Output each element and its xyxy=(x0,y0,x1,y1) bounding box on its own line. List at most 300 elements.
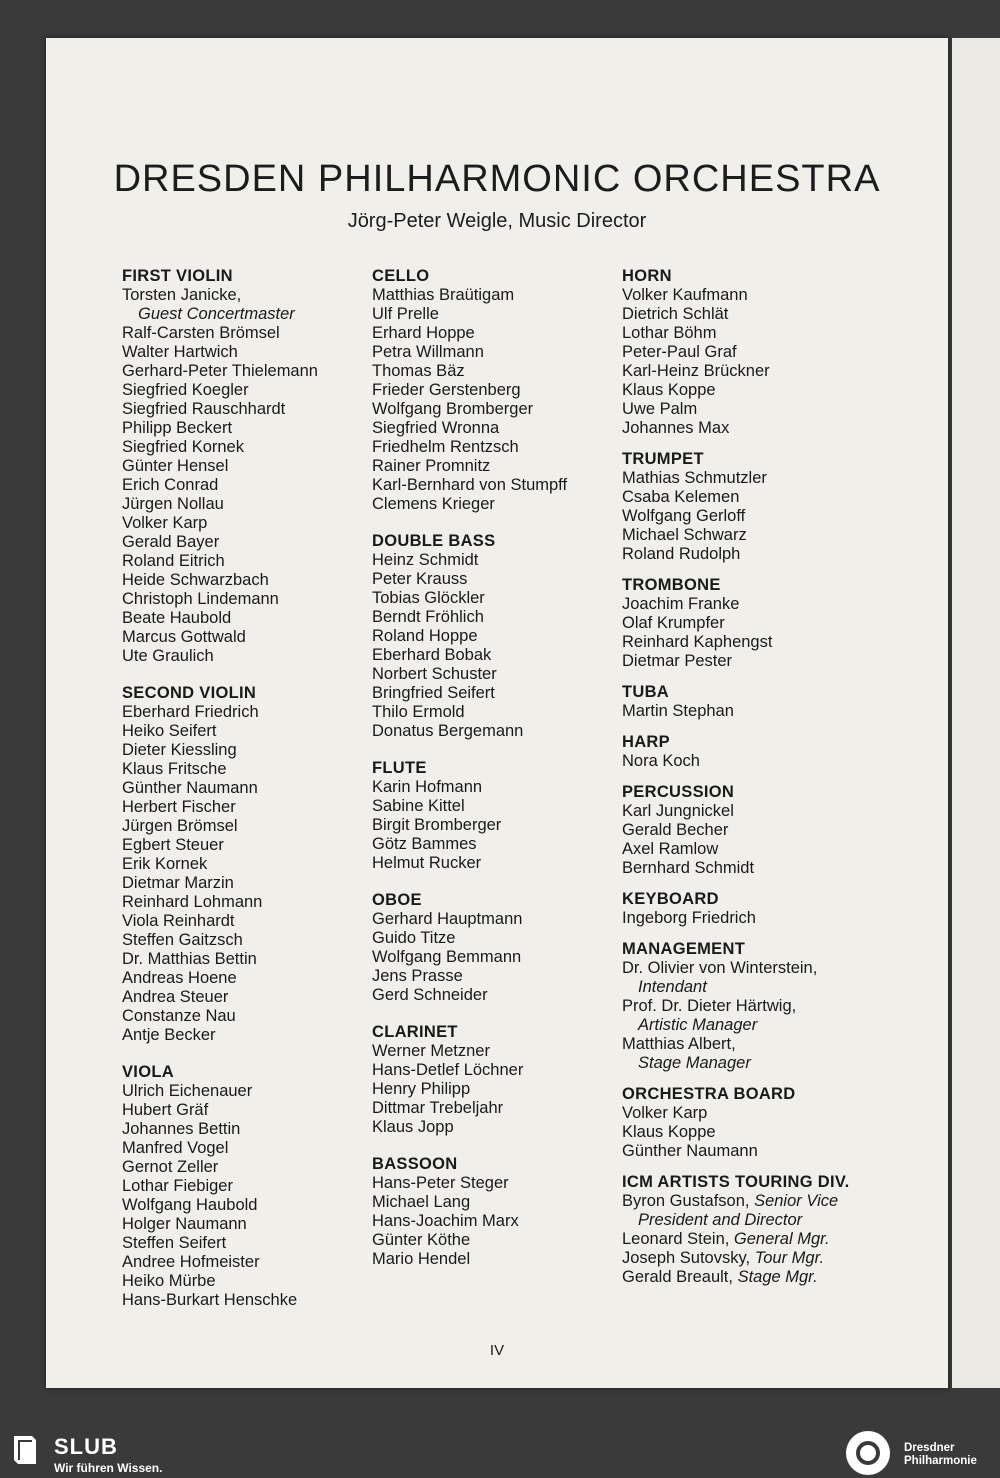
member-text: Csaba Kelemen xyxy=(622,488,740,506)
member-name xyxy=(122,874,372,893)
section-heading: BASSOON xyxy=(372,1155,458,1173)
section-heading: TUBA xyxy=(622,683,670,701)
member-name xyxy=(122,571,372,590)
member-name xyxy=(372,722,622,741)
section-heading: SECOND VIOLIN xyxy=(122,684,257,702)
partner-name-line-1: Dresdner xyxy=(904,1442,955,1454)
member-name xyxy=(122,817,372,836)
member-name xyxy=(122,1120,372,1139)
member-text: Heiko Seifert xyxy=(122,722,217,740)
page-subtitle: Jörg-Peter Weigle, Music Director xyxy=(347,210,647,232)
member-name xyxy=(372,476,622,495)
member-name xyxy=(122,628,372,647)
member-text: Egbert Steuer xyxy=(122,836,224,854)
member-text: Viola Reinhardt xyxy=(122,912,235,930)
member-text: Götz Bammes xyxy=(372,835,477,853)
section-heading: OBOE xyxy=(372,891,422,909)
section-heading: VIOLA xyxy=(122,1063,174,1081)
member-name xyxy=(372,797,622,816)
member-text: Manfred Vogel xyxy=(122,1139,229,1157)
member-text: Gerald Bayer xyxy=(122,533,220,551)
roster-column-1 xyxy=(122,267,372,1310)
member-name xyxy=(372,986,622,1005)
section-heading: CELLO xyxy=(372,267,430,285)
member-name xyxy=(122,779,372,798)
member-name xyxy=(622,840,922,859)
member-name xyxy=(622,1142,922,1161)
member-name xyxy=(622,1230,922,1249)
member-name xyxy=(122,703,372,722)
member-text: Dr. Olivier von Winterstein, xyxy=(622,959,818,977)
member-text: Hans-Peter Steger xyxy=(372,1174,509,1192)
roster-section xyxy=(622,576,922,671)
member-text: Ralf-Carsten Brömsel xyxy=(122,324,280,342)
member-name xyxy=(122,381,372,400)
member-text: Roland Hoppe xyxy=(372,627,478,645)
member-name xyxy=(622,595,922,614)
member-text: Norbert Schuster xyxy=(372,665,497,683)
member-text: Matthias Albert, xyxy=(622,1035,736,1053)
member-text: Peter-Paul Graf xyxy=(622,343,737,361)
member-text: Ulrich Eichenauer xyxy=(122,1082,253,1100)
member-text: Roland Eitrich xyxy=(122,552,225,570)
member-name xyxy=(122,1026,372,1045)
member-name xyxy=(122,760,372,779)
member-text: Dietmar Marzin xyxy=(122,874,234,892)
member-text: Siegfried Wronna xyxy=(372,419,500,437)
member-name xyxy=(122,1272,372,1291)
member-text: Heide Schwarzbach xyxy=(122,571,269,589)
member-name xyxy=(622,997,922,1016)
member-text: Philipp Beckert xyxy=(122,419,233,437)
member-name xyxy=(622,802,922,821)
member-name xyxy=(622,1249,922,1268)
member-text: Gerald Becher xyxy=(622,821,729,839)
member-name xyxy=(122,609,372,628)
member-name xyxy=(122,741,372,760)
member-name xyxy=(122,836,372,855)
member-text: Karl Jungnickel xyxy=(622,802,734,820)
member-name xyxy=(122,647,372,666)
member-name xyxy=(372,967,622,986)
member-text: Constanze Nau xyxy=(122,1007,236,1025)
member-text: Steffen Seifert xyxy=(122,1234,227,1252)
member-text: Frieder Gerstenberg xyxy=(372,381,521,399)
member-name xyxy=(372,495,622,514)
member-text: Gerhard-Peter Thielemann xyxy=(122,362,318,380)
member-text: Christoph Lindemann xyxy=(122,590,279,608)
member-name xyxy=(372,1193,622,1212)
member-text: Lothar Böhm xyxy=(622,324,717,342)
member-text: Nora Koch xyxy=(622,752,700,770)
member-name xyxy=(372,703,622,722)
member-name xyxy=(622,381,922,400)
member-name xyxy=(372,646,622,665)
member-name xyxy=(122,893,372,912)
member-name xyxy=(122,419,372,438)
member-name xyxy=(372,1174,622,1193)
member-name xyxy=(122,286,372,305)
member-name xyxy=(372,854,622,873)
member-name xyxy=(372,608,622,627)
member-name xyxy=(122,1196,372,1215)
member-name xyxy=(122,1234,372,1253)
member-name xyxy=(372,929,622,948)
member-text: Steffen Gaitzsch xyxy=(122,931,243,949)
member-text: Holger Naumann xyxy=(122,1215,247,1233)
member-text: Birgit Bromberger xyxy=(372,816,502,834)
section-heading: FIRST VIOLIN xyxy=(122,267,233,285)
member-name xyxy=(372,1061,622,1080)
member-name xyxy=(122,457,372,476)
member-text: Michael Schwarz xyxy=(622,526,747,544)
member-name xyxy=(122,1291,372,1310)
member-name xyxy=(372,684,622,703)
slub-name[interactable]: SLUB xyxy=(54,1434,118,1459)
member-name xyxy=(372,570,622,589)
member-name xyxy=(372,835,622,854)
member-text: Klaus Koppe xyxy=(622,1123,716,1141)
member-name xyxy=(622,1035,922,1054)
member-text: Ulf Prelle xyxy=(372,305,439,323)
member-text: Jürgen Nollau xyxy=(122,495,224,513)
member-name xyxy=(622,545,922,564)
member-text: Erhard Hoppe xyxy=(372,324,475,342)
member-text: Stage Manager xyxy=(638,1054,751,1072)
member-name xyxy=(622,286,922,305)
member-role xyxy=(622,978,922,997)
member-name xyxy=(372,665,622,684)
member-name xyxy=(622,305,922,324)
member-text: Günther Naumann xyxy=(622,1142,758,1160)
member-text: Beate Haubold xyxy=(122,609,232,627)
member-name xyxy=(122,533,372,552)
member-title: General Mgr. xyxy=(733,1230,830,1248)
member-text: Rainer Promnitz xyxy=(372,457,491,475)
member-text: Volker Kaufmann xyxy=(622,286,748,304)
member-name xyxy=(122,1139,372,1158)
member-text: Wolfgang Haubold xyxy=(122,1196,258,1214)
member-role xyxy=(122,305,372,324)
member-text: Karl-Bernhard von Stumpff xyxy=(372,476,568,494)
member-text: Klaus Koppe xyxy=(622,381,716,399)
member-name xyxy=(372,438,622,457)
member-name xyxy=(622,488,922,507)
member-text: Andrea Steuer xyxy=(122,988,229,1006)
member-name xyxy=(622,324,922,343)
roster-section xyxy=(372,1155,622,1269)
member-name xyxy=(372,457,622,476)
member-text: Joseph Sutovsky, xyxy=(622,1249,755,1267)
member-text: President and Director xyxy=(638,1211,803,1229)
section-heading: HORN xyxy=(622,267,672,285)
member-name xyxy=(622,526,922,545)
member-text: Wolfgang Bromberger xyxy=(372,400,534,418)
member-text: Torsten Janicke, xyxy=(122,286,242,304)
member-text: Volker Karp xyxy=(122,514,208,532)
member-text: Dietmar Pester xyxy=(622,652,733,670)
member-text: Klaus Jopp xyxy=(372,1118,454,1136)
member-text: Gernot Zeller xyxy=(122,1158,219,1176)
member-text: Werner Metzner xyxy=(372,1042,490,1060)
member-name xyxy=(122,362,372,381)
member-name xyxy=(622,1123,922,1142)
member-name xyxy=(122,969,372,988)
member-name xyxy=(372,362,622,381)
member-name xyxy=(372,627,622,646)
member-text: Johannes Bettin xyxy=(122,1120,241,1138)
member-name xyxy=(372,286,622,305)
member-text: Bringfried Seifert xyxy=(372,684,495,702)
member-name xyxy=(372,343,622,362)
member-name xyxy=(372,1212,622,1231)
member-title: Senior Vice xyxy=(754,1192,839,1210)
slub-logo-icon[interactable] xyxy=(10,1432,40,1468)
member-text: Hans-Joachim Marx xyxy=(372,1212,519,1230)
member-name xyxy=(372,1042,622,1061)
roster-section xyxy=(372,759,622,873)
member-name xyxy=(122,495,372,514)
page-title: DRESDEN PHILHARMONIC ORCHESTRA xyxy=(113,158,881,200)
roster-section xyxy=(622,683,922,721)
member-text: Dieter Kiessling xyxy=(122,741,237,759)
section-heading: ICM ARTISTS TOURING DIV. xyxy=(622,1173,850,1191)
member-text: Heiko Mürbe xyxy=(122,1272,216,1290)
member-text: Martin Stephan xyxy=(622,702,734,720)
member-text: Volker Karp xyxy=(622,1104,708,1122)
member-name xyxy=(372,589,622,608)
member-text: Helmut Rucker xyxy=(372,854,482,872)
member-role xyxy=(622,1211,922,1230)
member-text: Reinhard Lohmann xyxy=(122,893,263,911)
member-name xyxy=(122,1177,372,1196)
member-name xyxy=(622,821,922,840)
member-name xyxy=(372,400,622,419)
member-name xyxy=(372,948,622,967)
dresdner-philharmonie-wordmark xyxy=(904,1442,977,1468)
member-text: Siegfried Rauschhardt xyxy=(122,400,286,418)
roster-section xyxy=(622,1173,922,1287)
member-name xyxy=(122,590,372,609)
member-name xyxy=(122,438,372,457)
member-text: Tobias Glöckler xyxy=(372,589,485,607)
roster-section xyxy=(372,532,622,741)
member-text: Andree Hofmeister xyxy=(122,1253,260,1271)
member-name xyxy=(372,1118,622,1137)
member-name xyxy=(122,476,372,495)
member-text: Berndt Fröhlich xyxy=(372,608,484,626)
member-text: Byron Gustafson, xyxy=(622,1192,755,1210)
member-text: Friedhelm Rentzsch xyxy=(372,438,519,456)
member-text: Matthias Braütigam xyxy=(372,286,515,304)
member-role xyxy=(622,1054,922,1073)
member-text: Günter Köthe xyxy=(372,1231,471,1249)
member-name xyxy=(372,910,622,929)
member-text: Erich Conrad xyxy=(122,476,219,494)
section-heading: HARP xyxy=(622,733,670,751)
member-name xyxy=(372,305,622,324)
member-name xyxy=(122,1158,372,1177)
member-text: Uwe Palm xyxy=(622,400,698,418)
roster-section xyxy=(122,267,372,666)
member-text: Hubert Gräf xyxy=(122,1101,209,1119)
roster-section xyxy=(372,267,622,514)
member-name xyxy=(622,909,922,928)
member-name xyxy=(622,1268,922,1287)
program-page xyxy=(46,38,948,1388)
member-text: Prof. Dr. Dieter Härtwig, xyxy=(622,997,797,1015)
section-heading: DOUBLE BASS xyxy=(372,532,496,550)
member-text: Wolfgang Bemmann xyxy=(372,948,522,966)
member-name xyxy=(372,551,622,570)
partner-name-line-2: Philharmonie xyxy=(904,1455,977,1467)
section-heading: TROMBONE xyxy=(622,576,721,594)
member-name xyxy=(122,988,372,1007)
member-text: Hans-Detlef Löchner xyxy=(372,1061,524,1079)
member-name xyxy=(122,722,372,741)
member-name xyxy=(372,324,622,343)
member-name xyxy=(622,752,922,771)
section-heading: ORCHESTRA BOARD xyxy=(622,1085,796,1103)
member-text: Eberhard Bobak xyxy=(372,646,492,664)
member-name xyxy=(122,343,372,362)
member-text: Gerald Breault, xyxy=(622,1268,738,1286)
member-text: Günter Hensel xyxy=(122,457,229,475)
member-text: Ingeborg Friedrich xyxy=(622,909,756,927)
section-heading: FLUTE xyxy=(372,759,427,777)
member-text: Roland Rudolph xyxy=(622,545,741,563)
member-name xyxy=(622,652,922,671)
member-text: Gerhard Hauptmann xyxy=(372,910,523,928)
member-name xyxy=(122,1082,372,1101)
member-text: Klaus Fritsche xyxy=(122,760,227,778)
member-name xyxy=(372,1099,622,1118)
member-name xyxy=(622,469,922,488)
member-name xyxy=(622,400,922,419)
member-text: Walter Hartwich xyxy=(122,343,238,361)
slub-tagline: Wir führen Wissen. xyxy=(54,1461,163,1475)
member-text: Clemens Krieger xyxy=(372,495,495,513)
member-text: Ute Graulich xyxy=(122,647,214,665)
member-name xyxy=(622,507,922,526)
member-text: Eberhard Friedrich xyxy=(122,703,259,721)
roster-section xyxy=(622,890,922,928)
member-text: Joachim Franke xyxy=(622,595,740,613)
member-name xyxy=(622,1192,922,1211)
member-name xyxy=(622,343,922,362)
member-name xyxy=(372,816,622,835)
roster-section xyxy=(622,733,922,771)
member-text: Artistic Manager xyxy=(638,1016,758,1034)
member-name xyxy=(622,614,922,633)
member-text: Wolfgang Gerloff xyxy=(622,507,746,525)
member-text: Jens Prasse xyxy=(372,967,463,985)
section-heading: TRUMPET xyxy=(622,450,704,468)
member-text: Dittmar Trebeljahr xyxy=(372,1099,504,1117)
member-name xyxy=(372,381,622,400)
member-text: Andreas Hoene xyxy=(122,969,237,987)
member-name xyxy=(372,1080,622,1099)
member-name xyxy=(622,1104,922,1123)
member-name xyxy=(122,400,372,419)
member-text: Intendant xyxy=(638,978,707,996)
member-text: Erik Kornek xyxy=(122,855,208,873)
member-name xyxy=(122,514,372,533)
member-text: Thomas Bäz xyxy=(372,362,465,380)
member-name xyxy=(122,798,372,817)
member-title: Tour Mgr. xyxy=(754,1249,825,1267)
page-number: IV xyxy=(489,1342,505,1359)
member-text: Dr. Matthias Bettin xyxy=(122,950,257,968)
member-text: Sabine Kittel xyxy=(372,797,465,815)
roster-section xyxy=(122,1063,372,1310)
member-text: Günther Naumann xyxy=(122,779,258,797)
member-name xyxy=(122,324,372,343)
viewer-footer xyxy=(0,1428,1000,1478)
member-text: Johannes Max xyxy=(622,419,730,437)
member-text: Donatus Bergemann xyxy=(372,722,524,740)
member-name xyxy=(122,1215,372,1234)
member-text: Guest Concertmaster xyxy=(138,305,295,323)
member-name xyxy=(122,1101,372,1120)
member-text: Thilo Ermold xyxy=(372,703,465,721)
adjacent-page-edge xyxy=(952,38,1000,1388)
roster-column-3 xyxy=(622,267,922,1287)
member-text: Petra Willmann xyxy=(372,343,484,361)
dresdner-philharmonie-logo-icon[interactable] xyxy=(842,1428,894,1478)
roster-section xyxy=(622,267,922,438)
member-text: Bernhard Schmidt xyxy=(622,859,755,877)
roster-column-2 xyxy=(372,267,622,1269)
member-text: Jürgen Brömsel xyxy=(122,817,238,835)
roster-section xyxy=(622,450,922,564)
member-text: Peter Krauss xyxy=(372,570,468,588)
member-name xyxy=(122,552,372,571)
member-text: Marcus Gottwald xyxy=(122,628,246,646)
member-text: Reinhard Kaphengst xyxy=(622,633,773,651)
member-name xyxy=(122,912,372,931)
roster-section xyxy=(122,684,372,1045)
member-name xyxy=(372,778,622,797)
member-text: Axel Ramlow xyxy=(622,840,719,858)
member-name xyxy=(622,362,922,381)
member-name xyxy=(622,419,922,438)
member-name xyxy=(622,859,922,878)
roster-section xyxy=(622,1085,922,1161)
member-name xyxy=(122,931,372,950)
member-text: Leonard Stein, xyxy=(622,1230,734,1248)
member-name xyxy=(372,1250,622,1269)
member-text: Gerd Schneider xyxy=(372,986,488,1004)
member-name xyxy=(622,702,922,721)
member-name xyxy=(372,419,622,438)
member-text: Mathias Schmutzler xyxy=(622,469,767,487)
member-text: Olaf Krumpfer xyxy=(622,614,725,632)
member-name xyxy=(122,855,372,874)
member-text: Herbert Fischer xyxy=(122,798,236,816)
member-name xyxy=(622,959,922,978)
member-role xyxy=(622,1016,922,1035)
member-name xyxy=(122,1253,372,1272)
member-name xyxy=(122,950,372,969)
member-text: Karl-Heinz Brückner xyxy=(622,362,770,380)
member-text: Antje Becker xyxy=(122,1026,216,1044)
member-name xyxy=(622,633,922,652)
member-title: Stage Mgr. xyxy=(737,1268,818,1286)
roster-section xyxy=(622,940,922,1073)
member-name xyxy=(372,1231,622,1250)
roster-section xyxy=(622,783,922,878)
